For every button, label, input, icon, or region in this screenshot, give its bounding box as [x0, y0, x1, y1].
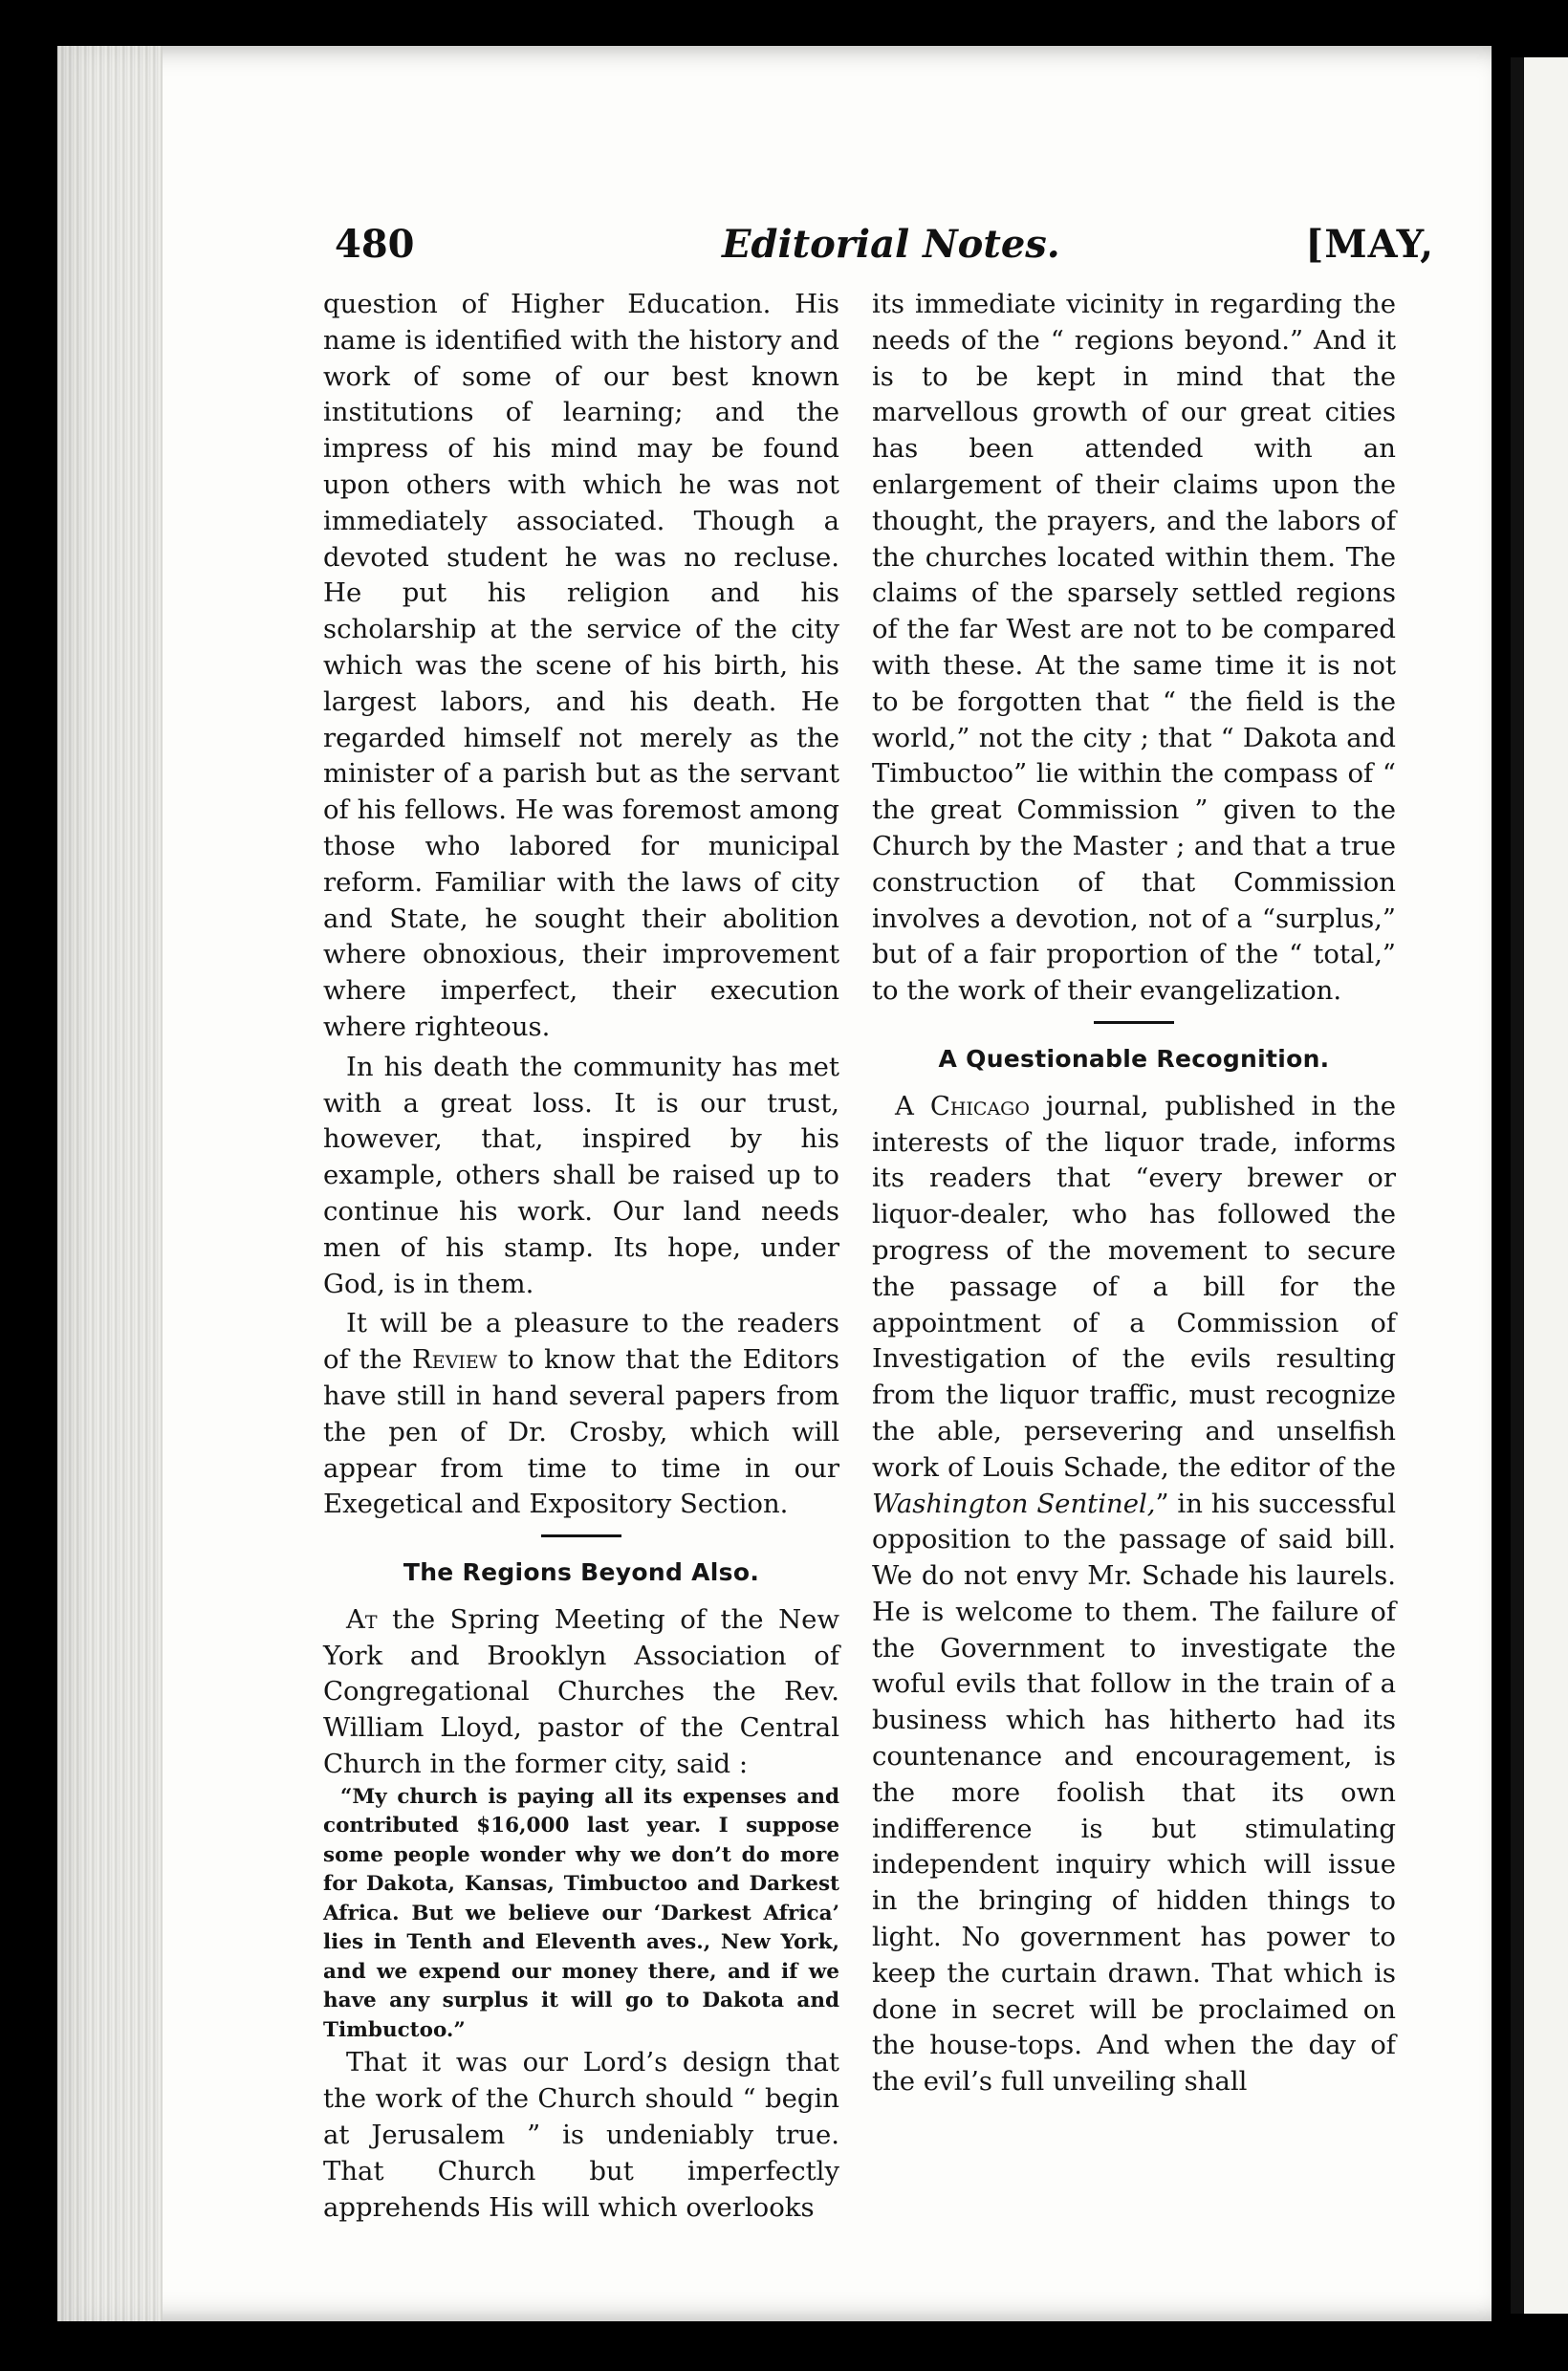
- paragraph-crosby-papers: [323, 1306, 839, 1523]
- paragraph-text: the Spring Meeting of the New York and Brooklyn Association of Congregational Churches the Rev. William Lloyd, pastor of the Central Church in the former city, said :: [323, 1603, 839, 1780]
- paragraph-text: to know that the Editors have still in hand several papers from the pen of Dr. Crosby, which will appear from time to time in our Exegetical and Expository Section.: [323, 1344, 839, 1520]
- section-divider: [1094, 1021, 1174, 1024]
- right-column: [872, 287, 1396, 2100]
- lead-word: At: [346, 1603, 378, 1635]
- paragraph-text: A: [895, 1090, 914, 1121]
- page-number: 480: [335, 222, 415, 267]
- page-edge-shadow: [57, 46, 163, 2321]
- facing-page-edge: [1511, 57, 1568, 2314]
- paragraph-text: It will be a pleasure to the readers of the: [323, 1308, 839, 1376]
- paragraph-text: journal, published in the interests of the liquor trade, informs its readers that “every brewer or liquor-dealer, who has followed the progress of the movement to secure the passage of a bill for the appointment of a Commission of Investigation of the evils resulting from the liquor traffic, must recognize the able, persevering and unselfish work of Louis Schade, the editor of the: [872, 1090, 1397, 1483]
- newspaper-title: Washington Sentinel,: [872, 1488, 1156, 1519]
- section-divider: [541, 1534, 621, 1537]
- heading-regions-beyond: The Regions Beyond Also.: [403, 1558, 760, 1587]
- left-column: [323, 287, 839, 2226]
- paragraph-chicago-journal: [872, 1089, 1396, 2100]
- heading-questionable-recognition: A Questionable Recognition.: [938, 1044, 1330, 1073]
- running-header: [335, 222, 1434, 275]
- paragraph-higher-education: question of Higher Education. His name is identified with the history and work of some of our best known institutions of learning; and the impress of his mind may be found upon others with which he was not immediately associated. Though a devoted student he was no recluse. He put his religion and his scholarship at the service of the city which was the scene of his birth, his largest labors, and his death. He regarded himself not merely as the minister of a parish but as the servant of his fellows. He was foremost among those who labored for municipal reform. Familiar with the laws of city and State, he sought their abolition where obnoxious, their improvement where imperfect, their execution where righteous.: [323, 289, 839, 1042]
- paragraph-spring-meeting: [323, 1602, 839, 1783]
- paragraph-death-loss: In his death the community has met with a great loss. It is our trust, however, that, inspired by his example, others shall be raised up to continue his work. Our land needs men of his stamp. Its hope, under God, is in them.: [323, 1051, 839, 1299]
- paragraph-regions-continued: its immediate vicinity in regarding the needs of the “ regions beyond.” And it is to be kept in mind that the marvellous growth of our great cities has been attended with an enlargement of their claims upon the thought, the prayers, and the labors of the churches located within them. The claims of the sparsely settled regions of the far West are not to be compared with these. At the same time it is not to be forgotten that “ the field is the world,” not the city ; that “ Dakota and Timbuctoo” lie within the compass of “ the great Commission ” given to the Church by the Master ; and that a true construction of that Commission involves a devotion, not of a “surplus,” but of a fair proportion of the “ total,” to the work of their evangelization.: [872, 289, 1396, 1007]
- issue-month: [MAY,: [1305, 222, 1434, 267]
- chicago-smallcaps: Chicago: [929, 1090, 1030, 1121]
- review-smallcaps: Review: [412, 1344, 498, 1376]
- paragraph-text: ” in his successful opposition to the passage of said bill. We do not envy Mr. Schade his laurels. He is welcome to them. The failure of the Government to investigate the woful evils that follow in the train of a business which has hitherto had its countenance and encouragement, is the more foolish that its own indifference is but stimulating independent inquiry which will issue in the bringing of hidden things to light. No government has power to keep the curtain drawn. That which is done in secret will be proclaimed on the house-tops. And when the day of the evil’s full unveiling shall: [872, 1488, 1396, 2098]
- paragraph-jerusalem: That it was our Lord’s design that the work of the Church should “ begin at Jerusalem ” is undeniably true. That Church but imperfectly apprehends His will which overlooks: [323, 2047, 839, 2223]
- running-title: Editorial Notes.: [722, 222, 1060, 267]
- block-quote-lloyd: “My church is paying all its expenses and contributed $16,000 last year. I suppose some people wonder why we don’t do more for Dakota, Kansas, Timbuctoo and Darkest Africa. But we believe our ‘Darkest Africa’ lies in Tenth and Eleventh aves., New York, and we expend our money there, and if we have any surplus it will go to Dakota and Timbuctoo.”: [323, 1784, 839, 2042]
